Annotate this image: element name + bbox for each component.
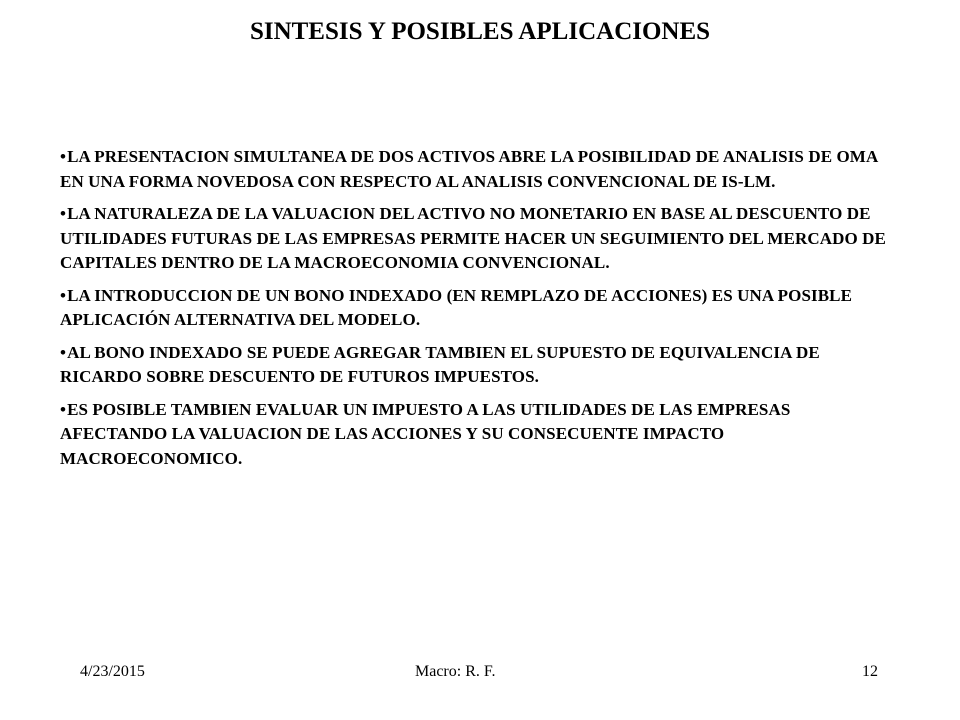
bullet-item — [60, 284, 890, 333]
bullet-dot-icon: • — [60, 204, 67, 223]
bullet-text: LA NATURALEZA DE LA VALUACION DEL ACTIVO NO MONETARIO EN BASE AL DESCUENTO DE UTILIDADES FUTURAS DE LAS EMPRESAS PERMITE HACER UN SEGUIMIENTO DEL MERCADO DE CAPITALES DENTRO DE LA MACROECONOMIA CONVENCIONAL. — [60, 204, 886, 272]
bullet-item — [60, 398, 890, 472]
bullet-dot-icon: • — [60, 342, 67, 362]
bullet-text: ES POSIBLE TAMBIEN EVALUAR UN IMPUESTO A LAS UTILIDADES DE LAS EMPRESAS AFECTANDO LA VALUACION DE LAS ACCIONES Y SU CONSECUENTE IMPACTO MACROECONOMICO. — [60, 399, 791, 468]
bullet-dot-icon: • — [60, 285, 67, 305]
slide-title: SINTESIS Y POSIBLES APLICACIONES — [249, 18, 711, 45]
bullet-text: LA INTRODUCCION DE UN BONO INDEXADO (EN REMPLAZO DE ACCIONES) ES UNA POSIBLE APLICACIÓN ALTERNATIVA DEL MODELO. — [60, 285, 853, 329]
bullet-text: LA PRESENTACION SIMULTANEA DE DOS ACTIVOS ABRE LA POSIBILIDAD DE ANALISIS DE OMA EN UNA FORMA NOVEDOSA CON RESPECTO AL ANALISIS CONVENCIONAL DE IS-LM. — [60, 147, 878, 191]
bullet-dot-icon: • — [60, 399, 67, 419]
bullet-item — [60, 145, 890, 194]
footer-page-number: 12 — [862, 663, 878, 680]
bullet-item — [60, 202, 890, 276]
footer-date: 4/23/2015 — [80, 663, 145, 680]
bullet-list — [60, 145, 890, 479]
bullet-item — [60, 341, 890, 390]
bullet-text: AL BONO INDEXADO SE PUEDE AGREGAR TAMBIEN EL SUPUESTO DE EQUIVALENCIA DE RICARDO SOBRE DESCUENTO DE FUTUROS IMPUESTOS. — [60, 342, 820, 386]
footer-author: Macro: R. F. — [415, 663, 496, 680]
bullet-dot-icon: • — [60, 147, 67, 166]
